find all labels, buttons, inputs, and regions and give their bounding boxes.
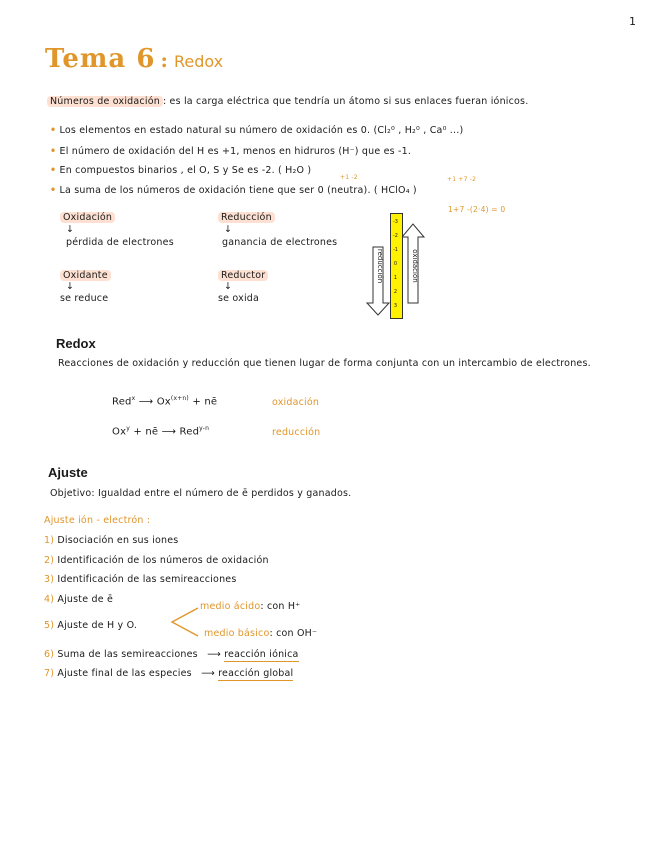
concept-reduccion [218,212,337,248]
scale-number: -1 [393,247,398,253]
eq-species: Red [112,396,132,408]
h2o-annotation: +1 -2 [340,174,358,181]
step-text: Identificación de las semireacciones [57,574,237,585]
eq1-label: oxidación [272,397,320,408]
oxidation-label: oxidación [411,249,419,283]
step-text: Suma de las semireacciones [57,649,198,660]
eq-sup: x [131,395,136,402]
concept-oxidacion [60,212,174,248]
hclo4-sum: 1+7 -(2·4) = 0 [448,205,506,214]
page-number: 1 [629,15,637,28]
scale-number: 3 [393,303,398,309]
step-item [44,535,178,546]
down-arrow-icon: ↓ [66,224,75,235]
step-item [44,555,269,566]
page-title [45,44,223,74]
medio-label: medio ácido [200,601,261,612]
rule-text: El número de oxidación del H es +1, menos en hidruros (H⁻) que es -1. [59,146,412,157]
rule-item: • La suma de los números de oxidación tiene que ser 0 (neutra). ( HClO₄ ) [50,185,417,196]
redox-description: Reacciones de oxidación y reducción que tienen lugar de forma conjunta con un intercambio de electrones. [58,358,591,369]
step-item [44,574,237,585]
redox-heading: Redox [56,336,96,351]
medio-basico [204,628,317,639]
definition [47,96,528,107]
medio-acido [200,601,300,612]
medio-text: : con OH⁻ [269,628,318,639]
scale-number: 1 [393,275,398,281]
rule-text: Los elementos en estado natural su número de oxidación es 0. (Cl₂⁰ , H₂⁰ , Ca⁰ ...) [59,125,464,136]
step-item [44,649,299,660]
scale-number: 0 [393,261,398,267]
concept-desc: se oxida [218,293,260,304]
reduction-label: reducción [376,248,384,284]
rule-item: • En compuestos binarios , el O, S y Se es -2. ( H₂O ) [50,165,312,176]
medio-label: medio básico [204,628,270,639]
step-number: 6) [44,649,55,660]
concept-desc: se reduce [60,293,109,304]
eq-sup: y-n [199,425,210,432]
step-item [44,594,113,605]
eq-electrons: + nē [133,426,159,438]
concept-term: Reducción [218,212,275,223]
definition-text: : es la carga eléctrica que tendría un átomo si sus enlaces fueran iónicos. [162,96,529,107]
right-arrow-icon: ⟶ [201,668,215,679]
rule-item: • El número de oxidación del H es +1, menos en hidruros (H⁻) que es -1. [50,146,412,157]
step-item [44,668,293,679]
step-number: 1) [44,535,55,546]
down-arrow-icon: ↓ [224,224,233,235]
medio-text: : con H⁺ [260,601,301,612]
hclo4-annotation: +1 +7 -2 [447,176,477,183]
eq-electrons: + nē [192,396,218,408]
title-tema: Tema 6 [45,44,156,74]
eq-species: Red [179,426,200,438]
step-number: 7) [44,668,55,679]
equation-oxidation [112,395,217,407]
right-arrow-icon: ⟶ [161,426,177,438]
eq-sup: (x+n) [170,395,189,402]
step-text: Disociación en sus iones [57,535,179,546]
rule-item: • Los elementos en estado natural su número de oxidación es 0. (Cl₂⁰ , H₂⁰ , Ca⁰ ...) [50,125,464,136]
eq-species: Ox [112,426,127,438]
ajuste-heading: Ajuste [48,465,88,480]
right-arrow-icon: ⟶ [138,396,154,408]
step-result: reacción global [218,668,294,679]
step-number: 5) [44,620,55,631]
step-item [44,620,137,631]
method-title: Ajuste ión - electrón : [44,515,151,526]
right-arrow-icon: ⟶ [207,649,221,660]
brace-icon [168,606,200,638]
step-text: Identificación de los números de oxidación [57,555,269,566]
equation-reduction [112,425,209,437]
step-number: 2) [44,555,55,566]
concept-term: Oxidación [60,212,115,223]
concept-desc: pérdida de electrones [66,237,174,248]
step-text: Ajuste de ē [57,594,114,605]
rule-text: En compuestos binarios , el O, S y Se es -2. ( H₂O ) [59,165,312,176]
concept-desc: ganancia de electrones [222,237,338,248]
down-arrow-icon: ↓ [66,281,75,292]
ajuste-objective: Objetivo: Igualdad entre el número de ē perdidos y ganados. [50,488,352,499]
concept-term: Reductor [218,270,268,281]
rule-text: La suma de los números de oxidación tiene que ser 0 (neutra). ( HClO₄ ) [59,185,417,196]
step-result: reacción iónica [224,649,299,660]
title-topic: Redox [173,52,224,71]
step-number: 4) [44,594,55,605]
eq2-label: reducción [272,427,321,438]
scale-number: -2 [393,233,398,239]
down-arrow-icon: ↓ [224,281,233,292]
scale-numbers [390,215,401,313]
concept-oxidante [60,270,111,304]
scale-number: -3 [393,219,398,225]
eq-sup: y [126,425,130,432]
scale-number: 2 [393,289,398,295]
step-text: Ajuste de H y O. [57,620,138,631]
title-colon: : [160,48,169,72]
concept-reductor [218,270,268,304]
concept-term: Oxidante [60,270,111,281]
step-text: Ajuste final de las especies [57,668,192,679]
eq-species: Ox [156,396,171,408]
step-number: 3) [44,574,55,585]
definition-term: Números de oxidación [47,96,163,107]
